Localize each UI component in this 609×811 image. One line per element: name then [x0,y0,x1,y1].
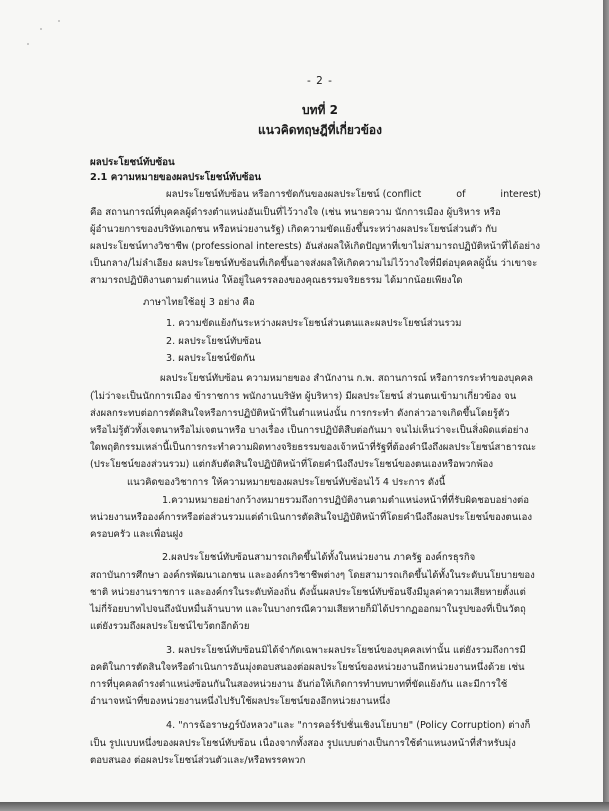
para1-line2: คือ สถานการณ์ที่บุคคลผู้ดำรงตำแหน่งอันเป็นที่ไว้วางใจ (เช่น ทนายความ นักการเมือง ผู้บริหาร หรือ [90,207,501,218]
item2-line2: สถาบันการศึกษา องค์กรพัฒนาเอกชน และองค์กรวิชาชีพต่างๆ โดยสามารถเกิดขึ้นได้ทั้งในระดับนโยบายของ [90,570,535,581]
scan-edge-right [603,0,609,811]
item1-line2: หน่วยงานหรือองค์การหรือต่อส่วนรวมแต่ดำเนินการตัดสินใจปฏิบัติหน้าที่โดยคำนึงถึงผลประโยชน์ของตนเอง [90,512,533,523]
para2-line3: ส่งผลกระทบต่อการตัดสินใจหรือการปฏิบัติหน้าที่ในตำแหน่งนั้น การกระทำ ดังกล่าวอาจเกิดขึ้นโดยรู้ตัว [90,408,510,419]
para1-line1-word: of [456,189,466,200]
scan-edge-bottom [0,802,609,811]
para2-line2: (ไม่ว่าจะเป็นนักการเมือง ข้าราชการ พนักงานบริษัท ผู้บริหาร) มีผลประโยชน์ ส่วนตนเข้ามาเกี่ยวข้อง จน [90,391,517,402]
para1-line1-text: ผลประโยชน์ทับซ้อน หรือการขัดกันของผลประโยชน์ (conflict [166,189,422,200]
item3-line1: 3. ผลประโยชน์ทับซ้อนมิได้จำกัดเฉพาะผลประโยชน์ของบุคคลเท่านั้น แต่ยังรวมถึงการมี [166,645,526,656]
chapter-number: บทที่ 2 [302,103,338,117]
chapter-title: แนวคิดทฤษฎีที่เกี่ยวข้อง [258,123,382,137]
item1-line3: ครอบครัว และเพื่อนฝูง [90,529,183,540]
item4-line1: 4. "การฉ้อราษฎร์บังหลวง"และ "การคอร์รัปชั่นเชิงนโยบาย" (Policy Corruption) ต่างก็ [166,720,531,731]
item2-line3: ชาติ หน่วยงานราชการ และองค์กรในระดับท้องถิ่น ดังนั้นผลประโยชน์ทับซ้อนจึงมีมูลค่าความเสียหายตั้งแต่ [90,587,526,598]
item1-line1: 1.ความหมายอย่างกว้างหมายรวมถึงการปฏิบัติงานตามตำแหน่งหน้าที่ที่รับผิดชอบอย่างต่อ [162,495,530,506]
para1-line6: สามารถปฏิบัติงานตามตำแหน่ง ให้อยู่ในครรลองของคุณธรรมจริยธรรม ได้มากน้อยเพียงใด [90,275,463,286]
item3-line4: อำนาจหน้าที่ของหน่วยงานหนึ่งไปรับใช้ผลประโยชน์ของอีกหน่วยงานหนึ่ง [90,696,391,707]
sub-heading: 2.1 ความหมายของผลประโยชน์ทับซ้อน [90,172,262,183]
para2-line1: ผลประโยชน์ทับซ้อน ความหมายของ สำนักงาน ก.พ. สถานการณ์ หรือการกระทำของบุคคล [160,373,533,384]
item3-line2: อคติในการตัดสินใจหรือดำเนินการอันมุ่งตอบสนองต่อผลประโยชน์ของหน่วยงานอีกหน่วยงานหนึ่งด้วย เช่น [90,662,525,673]
item3-line3: การที่บุคคลดำรงตำแหน่งซ้อนกันในสองหน่วยงาน อันก่อให้เกิดการทำบทบาทที่ขัดแย้งกัน และมีการใช้ [90,679,508,690]
item2-line4: ไม่กี่ร้อยบาทไปจนถึงนับหมื่นล้านบาท และในบางกรณีความเสียหายก็มิได้ปรากฏออกมาในรูปของที่เป็นวัตถุ [90,604,526,615]
thai-list-item-3: 3. ผลประโยชน์ขัดกัน [166,353,256,364]
item2-line1: 2.ผลประโยชน์ทับซ้อนสามารถเกิดขึ้นได้ทั้งในหน่วยงาน ภาครัฐ องค์กรธุรกิจ [162,552,476,563]
scan-speck [27,43,29,45]
section-heading: ผลประโยชน์ทับซ้อน [90,157,175,168]
para1-line1 [166,189,541,201]
para2-line4: หรือไม่รู้ตัวทั้งเจตนาหรือไม่เจตนาหรือ บางเรื่อง เป็นการปฏิบัติสืบต่อกันมา จนไม่เห็นว่าจะเป็นสิ่งผิดแต่อย่าง [90,425,529,436]
page-number: - 2 - [307,75,333,87]
para1-line5: เป็นกลาง/ไม่ลำเอียง ผลประโยชน์ทับซ้อนที่เกิดขึ้นอาจส่งผลให้เกิดความไม่ไว้วางใจที่มีต่อบุคคลผู้นั้น ว่าเขาจะ [90,258,538,269]
scan-speck [58,20,60,22]
thai-list-item-1: 1. ความขัดแย้งกันระหว่างผลประโยชน์ส่วนตนและผลประโยชน์ส่วนรวม [166,318,462,329]
para1-line4: ผลประโยชน์ทางวิชาชีพ (professional interests) อันส่งผลให้เกิดปัญหาที่เขาไม่สามารถปฏิบัติหน้าที่ได้อย่าง [90,241,541,252]
item4-line3: ตอบสนอง ต่อผลประโยชน์ส่วนตัวและ/หรือพรรคพวก [90,755,306,766]
para1-line1-word: interest) [500,189,541,200]
para2-line5: ใดพฤติกรรมเหล่านี้เป็นการกระทำความผิดทางจริยธรรมของเจ้าหน้าที่รัฐที่ต้องคำนึงถึงผลประโยชน์สาธารณะ [90,442,537,453]
concepts-intro: แนวคิดของวิชาการ ให้ความหมายของผลประโยชน์ทับซ้อนไว้ 4 ประการ ดังนี้ [127,477,446,488]
thai-list-item-2: 2. ผลประโยชน์ทับซ้อน [166,336,262,347]
para2-line6: (ประโยชน์ของส่วนรวม) แต่กลับตัดสินใจปฏิบัติหน้าที่โดยคำนึงถึงประโยชน์ของตนเองหรือพวกพ้อง [90,459,494,470]
para1-line3: ผู้อำนวยการของบริษัทเอกชน หรือหน่วยงานรัฐ) เกิดความขัดแย้งขึ้นระหว่างผลประโยชน์ส่วนตัว กับ [90,224,497,235]
item4-line2: เป็น รูปแบบหนึ่งของผลประโยชน์ทับซ้อน เนื่องจากทั้งสอง รูปแบบต่างเป็นการใช้ตำแหนงหน้าที่สำหรับมุ่ง [90,738,516,749]
scan-speck [40,28,42,30]
thai-intro: ภาษาไทยใช้อยู่ 3 อย่าง คือ [143,297,255,308]
item2-line5: แต่ยังรวมถึงผลประโยชน์ไขว้ตกอีกด้วย [90,621,250,632]
